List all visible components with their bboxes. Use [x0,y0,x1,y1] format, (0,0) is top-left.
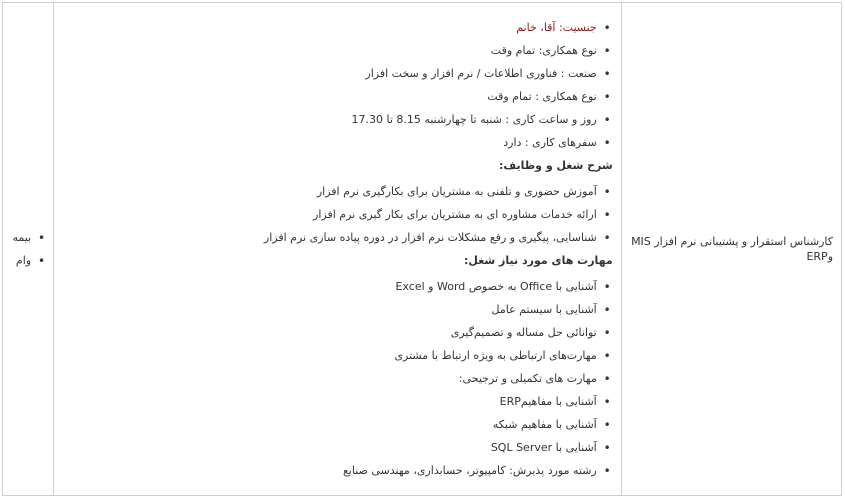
skill-item: • توانائی حل مساله و تصمیم‌گیری [58,326,613,340]
skill-item: • آشنایی با Office به خصوص Word و Excel [58,280,613,294]
info-business-trips: • سفرهای کاری : دارد [58,136,613,150]
skills-heading: مهارت های مورد نیاز شغل: [463,253,613,267]
info-industry: • صنعت : فناوری اطلاعات / نرم افزار و سخت افزار [58,67,613,81]
info-gender: • جنسیت: آقا، خانم [58,21,613,35]
duty-item: • شناسایی، پیگیری و رفع مشکلات نرم افزار در دوره پیاده سازی نرم افزار [58,231,613,245]
skill-item: • آشنایی با SQL Server [58,441,613,455]
skill-item: • آشنایی با مفاهیم شبکه [58,418,613,432]
job-row [3,3,842,496]
skill-item: • آشنایی با سیستم عامل [58,303,613,317]
job-title: کارشناس استقرار و پشتیبانی نرم افزار MIS وERP [631,234,833,263]
job-listing-table [2,2,842,496]
duty-item: • ارائه خدمات مشاوره ای به مشتریان برای بکار گیری نرم افزار [58,208,613,222]
benefits-cell [3,3,54,496]
benefits-list [7,231,47,268]
info-working-hours: • روز و ساعت کاری : شنبه تا چهارشنبه 8.15 تا 17.30 [58,113,613,127]
skill-item: • آشنایی با مفاهیمERP [58,395,613,409]
skill-item: • مهارت‌های ارتباطی به ویژه ارتباط با مشتری [58,349,613,363]
duties-heading: شرح شغل و وظایف: [499,158,613,172]
skill-item: • مهارت های تکمیلی و ترجیحی: [58,372,613,386]
benefit-insurance: • بیمه [7,231,47,245]
job-title-cell [621,3,841,496]
benefit-loan: • وام [7,254,47,268]
job-description-cell [54,3,622,496]
job-description-list [58,21,613,478]
skill-item: • رشته مورد پذیرش: کامپیوتر، حسابداری، مهندسی صنایع [58,464,613,478]
info-cooperation-type: • نوع همکاری: تمام وقت [58,44,613,58]
info-cooperation-type-2: • نوع همکاری : تمام وقت [58,90,613,104]
duty-item: • آموزش حضوری و تلفنی به مشتریان برای بکارگیری نرم افزار [58,185,613,199]
